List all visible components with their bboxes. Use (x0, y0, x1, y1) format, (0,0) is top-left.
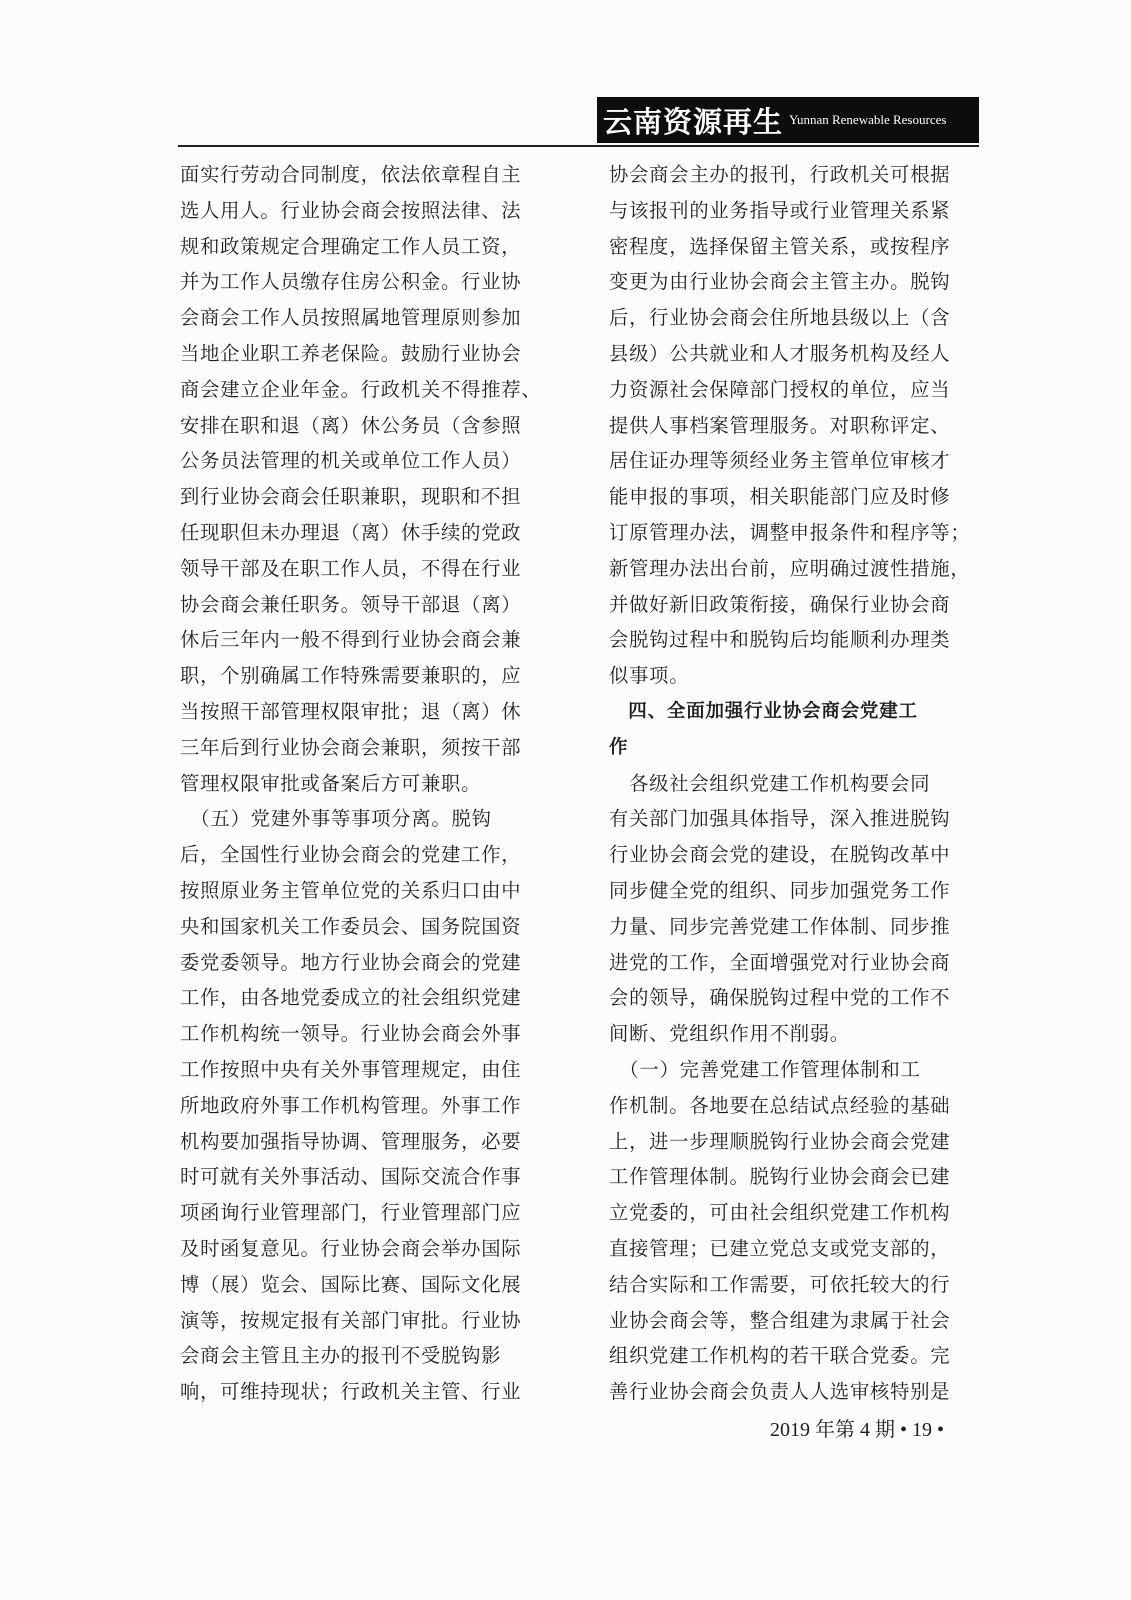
journal-title-en: Yunnan Renewable Resources (789, 112, 947, 127)
text-line: 项函询行业管理部门，行业管理部门应 (180, 1201, 522, 1225)
text-line: 会商会主管且主办的报刊不受脱钩影 (180, 1344, 502, 1368)
journal-title-cn: 云南资源再生 (603, 104, 784, 139)
text-line: 所地政府外事工作机构管理。外事工作 (180, 1093, 522, 1117)
text-line: 规和政策规定合理确定工作人员工资， (180, 234, 522, 258)
text-line: 后，全国性行业协会商会的党建工作， (180, 843, 522, 867)
text-line: 管理权限审批或备案后方可兼职。 (180, 771, 482, 795)
text-line: 选人用人。行业协会商会按照法律、法 (180, 198, 522, 222)
text-line: 商会建立企业年金。行政机关不得推荐、 (180, 377, 542, 401)
text-line: 新管理办法出台前，应明确过渡性措施， (609, 556, 971, 580)
text-line: 公务员法管理的机关或单位工作人员） (180, 449, 522, 473)
text-line: 职，个别确属工作特殊需要兼职的，应 (180, 664, 522, 688)
text-line: 业协会商会等，整合组建为隶属于社会 (609, 1308, 951, 1332)
text-line: 作机制。各地要在总结试点经验的基础 (609, 1093, 951, 1117)
text-line: 当按照干部管理权限审批；退（离）休 (180, 699, 522, 723)
text-line: 县级）公共就业和人才服务机构及经人 (609, 341, 951, 365)
text-line: 间断、党组织作用不削弱。 (609, 1022, 850, 1046)
text-line: 工作管理体制。脱钩行业协会商会已建 (609, 1165, 951, 1189)
text-line: 到行业协会商会任职兼职，现职和不担 (180, 485, 522, 509)
text-line: 各级社会组织党建工作机构要会同 (609, 771, 931, 795)
text-line: 面实行劳动合同制度，依法依章程自主 (180, 163, 522, 186)
text-line: 力量、同步完善党建工作体制、同步推 (609, 914, 951, 938)
text-line: 领导干部及在职工作人员，不得在行业 (180, 556, 522, 580)
text-line: 与该报刊的业务指导或行业管理关系紧 (609, 198, 951, 222)
section-heading: 作 (609, 736, 629, 758)
text-line: 协会商会兼任职务。领导干部退（离） (180, 592, 522, 616)
text-line: 提供人事档案管理服务。对职称评定、 (609, 413, 951, 437)
text-line: 同步健全党的组织、同步加强党务工作 (609, 878, 951, 902)
text-line: 工作按照中央有关外事管理规定，由住 (180, 1057, 522, 1081)
text-line: 及时函复意见。行业协会商会举办国际 (180, 1236, 522, 1260)
text-line: 能申报的事项，相关职能部门应及时修 (609, 485, 951, 509)
text-line: 后，行业协会商会住所地县级以上（含 (609, 306, 951, 330)
left-column (180, 157, 560, 1410)
header-rule (178, 145, 979, 147)
text-line: 结合实际和工作需要，可依托较大的行 (609, 1272, 951, 1296)
text-line: 工作机构统一领导。行业协会商会外事 (180, 1022, 522, 1046)
text-line: 休后三年内一般不得到行业协会商会兼 (180, 628, 522, 652)
text-line: 协会商会主办的报刊，行政机关可根据 (609, 163, 951, 186)
text-line: 机构要加强指导协调、管理服务，必要 (180, 1129, 522, 1153)
journal-title-banner (597, 97, 979, 143)
text-line: 时可就有关外事活动、国际交流合作事 (180, 1165, 522, 1189)
text-line: 力资源社会保障部门授权的单位，应当 (609, 377, 951, 401)
text-line: 工作，由各地党委成立的社会组织党建 (180, 986, 522, 1010)
text-line: 响，可维持现状；行政机关主管、行业 (180, 1380, 522, 1404)
text-line: 似事项。 (609, 664, 690, 688)
section-heading: 四、全面加强行业协会商会党建工 (609, 700, 918, 722)
text-line: 并做好新旧政策衔接，确保行业协会商 (609, 592, 951, 616)
text-line: 委党委领导。地方行业协会商会的党建 (180, 950, 522, 974)
text-line: 三年后到行业协会商会兼职，须按干部 (180, 735, 522, 759)
text-line: 任现职但未办理退（离）休手续的党政 (180, 520, 522, 544)
text-line: 并为工作人员缴存住房公积金。行业协 (180, 270, 522, 294)
text-line: 演等，按规定报有关部门审批。行业协 (180, 1308, 522, 1332)
text-line: 上，进一步理顺脱钩行业协会商会党建 (609, 1129, 951, 1153)
right-column (609, 157, 981, 1410)
text-line: 订原管理办法，调整申报条件和程序等； (609, 520, 971, 544)
text-line: 进党的工作，全面增强党对行业协会商 (609, 950, 951, 974)
text-line: 变更为由行业协会商会主管主办。脱钩 (609, 270, 951, 294)
text-line: 会商会工作人员按照属地管理原则参加 (180, 306, 522, 330)
text-line: 博（展）览会、国际比赛、国际文化展 (180, 1272, 522, 1296)
text-line: 会脱钩过程中和脱钩后均能顺利办理类 (609, 628, 951, 652)
text-line: （五）党建外事等事项分离。脱钩 (180, 807, 492, 831)
text-line: 安排在职和退（离）休公务员（含参照 (180, 413, 522, 437)
page-header (0, 0, 1131, 160)
text-line: 会的领导，确保脱钩过程中党的工作不 (609, 986, 951, 1010)
text-line: 组织党建工作机构的若干联合党委。完 (609, 1344, 951, 1368)
text-line: 居住证办理等须经业务主管单位审核才 (609, 449, 951, 473)
text-line: 按照原业务主管单位党的关系归口由中 (180, 878, 522, 902)
text-line: 直接管理；已建立党总支或党支部的， (609, 1236, 951, 1260)
text-line: （一）完善党建工作管理体制和工 (609, 1057, 921, 1081)
text-line: 立党委的，可由社会组织党建工作机构 (609, 1201, 951, 1225)
text-line: 行业协会商会党的建设，在脱钩改革中 (609, 843, 951, 867)
text-line: 有关部门加强具体指导，深入推进脱钩 (609, 807, 951, 831)
page-footer: 2019 年第 4 期 • 19 • (770, 1419, 945, 1441)
text-line: 当地企业职工养老保险。鼓励行业协会 (180, 341, 522, 365)
text-line: 善行业协会商会负责人人选审核特别是 (609, 1380, 951, 1404)
text-line: 央和国家机关工作委员会、国务院国资 (180, 914, 522, 938)
text-line: 密程度，选择保留主管关系，或按程序 (609, 234, 951, 258)
